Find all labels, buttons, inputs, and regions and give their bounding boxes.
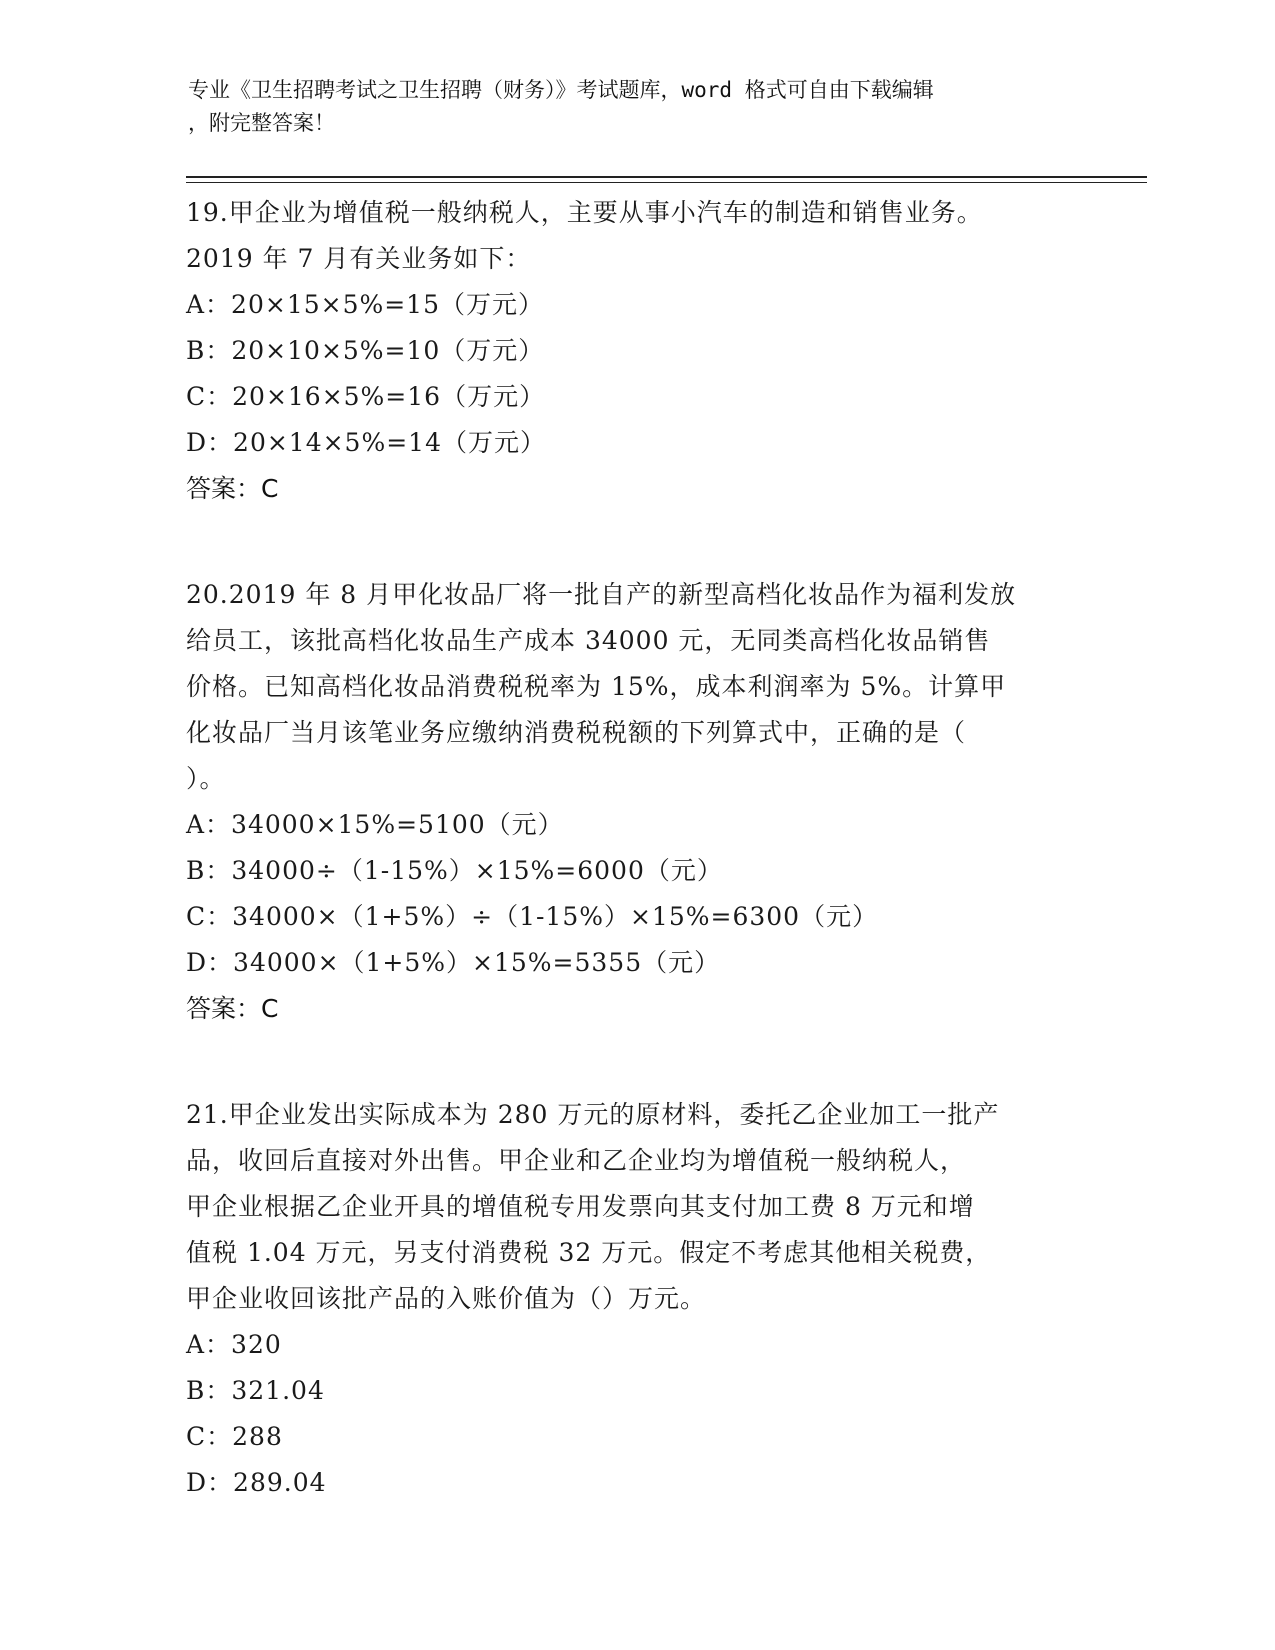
option-a: A：34000×15%=5100（元）	[186, 810, 564, 839]
questions-list	[186, 190, 1086, 1506]
question-spacer	[186, 512, 1086, 572]
question-stem-line: 21.甲企业发出实际成本为 280 万元的原材料，委托乙企业加工一批产	[186, 1100, 1000, 1129]
document-header	[188, 74, 1088, 140]
option-b: B：20×10×5%=10（万元）	[186, 336, 545, 365]
question-spacer	[186, 1032, 1086, 1092]
option-b: B：34000÷（1-15%）×15%=6000（元）	[186, 856, 723, 885]
option-a: A：320	[186, 1330, 282, 1359]
answer-line: 答案：C	[186, 474, 279, 503]
header-line: ，附完整答案！	[188, 111, 335, 135]
option-b: B：321.04	[186, 1376, 325, 1405]
question-stem-line: 化妆品厂当月该笔业务应缴纳消费税税额的下列算式中，正确的是（	[186, 718, 967, 747]
question-21	[186, 1092, 1086, 1506]
question-19	[186, 190, 1086, 512]
option-d: D：289.04	[186, 1468, 327, 1497]
question-stem-line: 2019 年 7 月有关业务如下：	[186, 244, 532, 273]
answer-line: 答案：C	[186, 994, 279, 1023]
question-stem-line: 甲企业收回该批产品的入账价值为（）万元。	[186, 1284, 707, 1313]
question-stem-line: 19.甲企业为增值税一般纳税人，主要从事小汽车的制造和销售业务。	[186, 198, 983, 227]
header-line: 专业《卫生招聘考试之卫生招聘（财务）》考试题库，word 格式可自由下载编辑	[188, 78, 934, 102]
question-stem-line: 给员工，该批高档化妆品生产成本 34000 元，无同类高档化妆品销售	[186, 626, 991, 655]
option-c: C：34000×（1+5%）÷（1-15%）×15%=6300（元）	[186, 902, 879, 931]
question-stem-line: 值税 1.04 万元，另支付消费税 32 万元。假定不考虑其他相关税费，	[186, 1238, 992, 1267]
header-divider-thick	[186, 176, 1147, 178]
option-c: C：20×16×5%=16（万元）	[186, 382, 546, 411]
option-c: C：288	[186, 1422, 283, 1451]
option-d: D：20×14×5%=14（万元）	[186, 428, 546, 457]
question-stem-line: 价格。已知高档化妆品消费税税率为 15%，成本利润率为 5%。计算甲	[186, 672, 1007, 701]
question-stem-line: 甲企业根据乙企业开具的增值税专用发票向其支付加工费 8 万元和增	[186, 1192, 975, 1221]
question-20	[186, 572, 1086, 1032]
question-stem-line: 20.2019 年 8 月甲化妆品厂将一批自产的新型高档化妆品作为福利发放	[186, 580, 1017, 609]
question-stem-line: ）。	[186, 764, 226, 793]
header-divider-thin	[186, 182, 1147, 183]
option-d: D：34000×（1+5%）×15%=5355（元）	[186, 948, 721, 977]
option-a: A：20×15×5%=15（万元）	[186, 290, 544, 319]
question-stem-line: 品，收回后直接对外出售。甲企业和乙企业均为增值税一般纳税人，	[186, 1146, 967, 1175]
